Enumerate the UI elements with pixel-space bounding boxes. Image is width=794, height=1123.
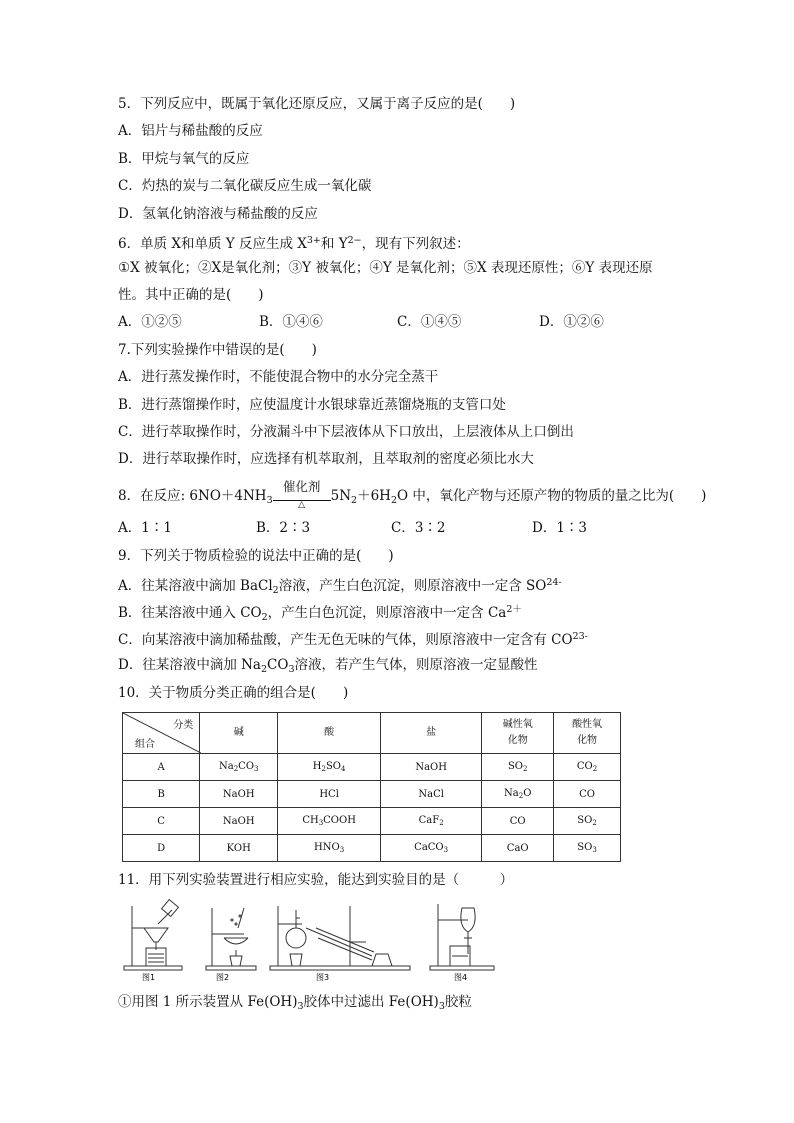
catalyst-label: 催化剂 [282,479,321,494]
formula-text: CH [302,815,319,826]
q11-item-1-part: ①用图 1 所示装置从 Fe(OH) [118,994,298,1010]
q11-stem: 11．用下列实验装置进行相应实验，能达到实验目的是（ ） [118,872,514,888]
q6-statements-cont: 性。其中正确的是( ) [118,287,264,303]
heat-symbol: △ [298,500,306,510]
formula-text: HCl [319,788,339,800]
formula-cell [278,835,381,862]
formula-subscript: 2 [439,819,444,827]
figure-1-label: 图1 [142,973,156,982]
formula-cell [554,781,621,808]
q6-stem-part: 和 Y [320,236,348,252]
q9-c-charge: 23- [572,631,588,642]
formula-cell [200,754,278,781]
formula-cell [200,781,278,808]
group-cell: C [123,808,200,835]
formula-text: CO [576,761,593,772]
formula-subscript: 3 [254,765,259,773]
formula-cell [554,835,621,862]
q7-stem: 7.下列实验操作中错误的是( ) [118,342,317,358]
formula-cell [278,754,381,781]
q9-a-subscript: 2 [272,585,279,596]
formula-cell [381,808,482,835]
formula-text: HNO [314,842,340,853]
formula-subscript: 3 [592,846,597,854]
formula-subscript: 2 [321,765,326,773]
q9-d-part: CO [267,657,289,673]
q9-d-part: 溶液，若产生气体，则原溶液一定显酸性 [294,657,538,673]
q9-stem: 9．下列关于物质检验的说法中正确的是( ) [118,548,394,564]
header-text: 化物 [507,735,528,746]
q8-stem-part: 8．在反应: 6NO＋4NH [118,488,267,504]
header-text: 碱 [233,727,244,738]
formula-text: SO [507,761,523,772]
table-row [123,781,621,808]
table-header-cell [200,713,278,754]
q11-item-1-subscript: 3 [438,1001,445,1012]
q9-d-part: D．往某溶液中滴加 Na [118,657,261,673]
q7-option-b: B．进行蒸馏操作时，应使温度计水银球靠近蒸馏烧瓶的支管口处 [118,397,506,413]
q9-d-subscript: 2 [260,664,268,675]
formula-subscript: 2 [592,819,597,827]
formula-subscript: 4 [341,765,346,773]
header-text: 盐 [426,727,437,738]
formula-text: CaCO [414,842,444,853]
table-header-row [123,713,621,754]
q5-option-c: C．灼热的炭与二氧化碳反应生成一氧化碳 [118,178,372,194]
formula-cell [200,835,278,862]
formula-text: COOH [323,815,356,826]
q8-stem-part: O 中，氧化产物与还原产物的物质的量之比为( ) [397,488,707,504]
q8-stem-part: ＋6H [357,488,391,504]
formula-cell [278,781,381,808]
formula-subscript: 2 [518,792,524,800]
q10-stem: 10．关于物质分类正确的组合是( ) [118,685,349,701]
formula-subscript: 3 [443,846,449,854]
header-text: 化物 [577,735,598,746]
table-row [123,835,621,862]
q6-charge-y: 2− [347,235,362,246]
group-cell: A [123,754,200,781]
q5-option-a: A．铝片与稀盐酸的反应 [118,123,263,139]
q11-item-1-part: 胶粒 [444,994,472,1010]
table-corner-cell [123,713,200,754]
q8-stem-part: 5N [330,488,352,504]
formula-text: NaOH [222,815,255,827]
q6-stem [118,232,470,253]
figure-2-evaporation [206,908,256,970]
header-text: 酸 [324,727,335,738]
figure-3-distillation [270,906,410,970]
q9-c-part: C．向某溶液中滴加稀盐酸，产生无色无味的气体，则原溶液中一定含有 CO [118,632,573,648]
formula-cell [278,808,381,835]
formula-cell [482,754,554,781]
formula-cell [381,781,482,808]
formula-cell [482,835,554,862]
formula-text: O [523,788,532,799]
q9-option-a [118,574,562,600]
table-row [123,808,621,835]
formula-subscript: 2 [233,765,239,773]
figure-4-label: 图4 [454,973,468,982]
formula-subscript: 2 [523,765,528,773]
q6-stem-part: ，现有下列叙述： [361,236,470,252]
q6-option-d: D．①②⑥ [539,314,604,330]
q5-stem: 5．下列反应中，既属于氧化还原反应，又属于离子反应的是( ) [118,96,516,112]
q6-option-a: A．①②⑤ [118,314,182,330]
reaction-arrow [273,479,331,510]
q11-item-1-part: 胶体中过滤出 Fe(OH) [303,994,439,1010]
q9-option-c [118,628,588,649]
q8-option-d: D．1∶3 [532,520,588,536]
formula-cell [554,808,621,835]
figure-2-label: 图2 [216,973,230,982]
q8-subscript: 2 [390,495,397,506]
figure-1-filtration [124,900,182,970]
q6-charge-x: 3+ [306,235,321,246]
q9-b-charge: 2＋ [506,604,522,615]
figure-3-label: 图3 [316,973,330,982]
formula-cell [554,754,621,781]
formula-cell [482,808,554,835]
formula-subscript: 3 [339,846,345,854]
q8-subscript: 2 [351,495,358,506]
formula-cell [482,781,554,808]
formula-text: SO [577,842,593,853]
formula-text: NaOH [415,761,447,773]
formula-text: NaOH [222,788,255,800]
q6-option-c: C．①④⑤ [397,314,462,330]
formula-subscript: 3 [318,819,324,827]
q9-b-part: ，产生白色沉淀，则原溶液中一定含 Ca [267,605,507,621]
q7-option-c: C．进行萃取操作时，分液漏斗中下层液体从下口放出，上层液体从上口倒出 [118,424,574,440]
table-header-cell [554,713,621,754]
group-cell: D [123,835,200,862]
q7-option-a: A．进行蒸发操作时，不能使混合物中的水分完全蒸干 [118,369,439,385]
formula-cell [381,754,482,781]
q9-a-charge: 24- [546,577,562,588]
formula-text: SO [325,761,342,772]
q6-statements: ①X 被氧化；②X是氧化剂；③Y 被氧化；④Y 是氧化剂；⑤X 表现还原性；⑥Y 表现还原 [118,260,653,276]
q8-option-b: B．2∶3 [256,520,311,536]
formula-text: KOH [226,842,251,854]
table-header-cell [482,713,554,754]
formula-text: Na [504,788,519,799]
q9-b-part: B．往某溶液中通入 CO [118,605,262,621]
formula-text: CO [509,815,526,827]
q11-item-1-subscript: 3 [297,1001,304,1012]
q9-option-b [118,601,522,627]
table-header-cell [381,713,482,754]
formula-text: SO [577,815,593,826]
q8-option-c: C．3∶2 [391,520,446,536]
figure-4-separation [430,904,494,970]
q5-option-b: B．甲烷与氧气的反应 [118,151,250,167]
table-header-cell [278,713,381,754]
classification-table [122,712,621,862]
formula-text: CO [238,761,255,772]
q11-item-1 [118,993,472,1016]
apparatus-figures [120,898,500,988]
formula-cell [381,835,482,862]
q9-d-subscript: 3 [288,664,295,675]
q8-option-a: A．1∶1 [118,520,172,536]
formula-text: CaF [418,815,440,826]
corner-top-label: 分类 [173,720,194,731]
corner-bottom-label: 组合 [135,739,155,750]
group-cell: B [123,781,200,808]
q9-option-d [118,656,537,679]
q6-option-b: B．①④⑥ [259,314,323,330]
header-text: 碱性氧 [502,719,533,730]
formula-cell [200,808,278,835]
formula-text: CO [579,788,595,800]
q9-b-subscript: 2 [261,612,268,623]
formula-text: CaO [506,842,529,854]
formula-text: H [312,761,322,772]
q8-stem [118,479,707,510]
formula-text: Na [218,761,234,772]
q7-option-d: D．进行萃取操作时，应选择有机萃取剂，且萃取剂的密度必须比水大 [118,451,534,467]
q6-stem-part: 6．单质 X和单质 Y 反应生成 X [118,236,307,252]
q9-a-part: A．往某溶液中滴加 BaCl [118,578,273,594]
q5-option-d: D．氢氧化钠溶液与稀盐酸的反应 [118,206,318,222]
table-row [123,754,621,781]
q9-a-part: 溶液，产生白色沉淀，则原溶液中一定含 SO [278,578,547,594]
header-text: 酸性氧 [572,719,603,730]
formula-text: NaCl [418,788,444,800]
q8-subscript: 3 [266,495,273,506]
formula-subscript: 2 [592,765,598,773]
